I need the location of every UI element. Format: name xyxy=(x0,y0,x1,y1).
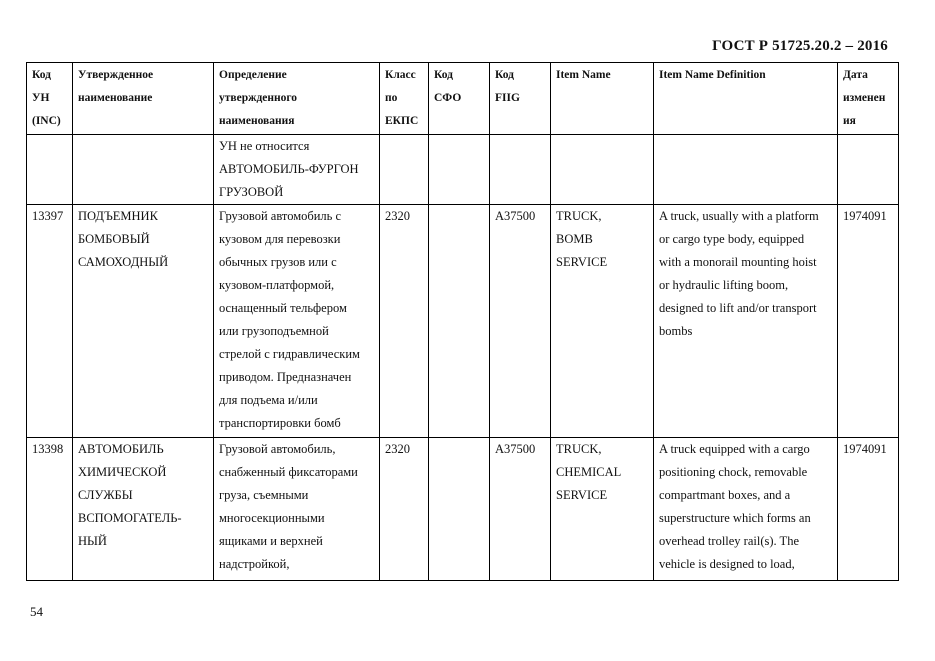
table-row xyxy=(27,135,899,205)
table-header-row xyxy=(27,63,899,135)
catalog-table xyxy=(26,62,899,581)
table-row xyxy=(27,205,899,438)
column-header-code: Код УН (INC) xyxy=(27,63,73,135)
column-header-item-name: Item Name xyxy=(551,63,654,135)
cell-date xyxy=(838,135,899,205)
cell-definition: Грузовой автомобиль с кузовом для перевозки обычных грузов или с кузовом-платформой, оснащенный тельфером или грузоподъемной стрелой с гидравлическим приводом. Предназначен для подъема и/или транспортировки бомб xyxy=(214,205,380,438)
cell-name: АВТОМОБИЛЬ ХИМИЧЕСКОЙ СЛУЖБЫ ВСПОМОГАТЕЛЬ- НЫЙ xyxy=(73,438,214,581)
cell-item-name: TRUCK, BOMB SERVICE xyxy=(551,205,654,438)
page-number: 54 xyxy=(30,604,43,619)
cell-item-definition: A truck, usually with a platform or cargo type body, equipped with a monorail mounting hoist or hydraulic lifting boom, designed to lift and/or transport bombs xyxy=(654,205,838,438)
cell-definition: УН не относится АВТОМОБИЛЬ-ФУРГОН ГРУЗОВОЙ xyxy=(214,135,380,205)
cell-sfo xyxy=(429,205,490,438)
cell-code: 13398 xyxy=(27,438,73,581)
column-header-approved-name: Утвержденное наименование xyxy=(73,63,214,135)
cell-item-name xyxy=(551,135,654,205)
cell-date: 1974091 xyxy=(838,205,899,438)
cell-sfo xyxy=(429,438,490,581)
cell-fiig xyxy=(490,135,551,205)
cell-definition: Грузовой автомобиль, снабженный фиксаторами груза, съемными многосекционными ящиками и верхней надстройкой, xyxy=(214,438,380,581)
cell-date: 1974091 xyxy=(838,438,899,581)
column-header-definition: Определение утвержденного наименования xyxy=(214,63,380,135)
table-row xyxy=(27,438,899,581)
cell-class xyxy=(380,135,429,205)
cell-item-name: TRUCK, CHEMICAL SERVICE xyxy=(551,438,654,581)
cell-name xyxy=(73,135,214,205)
column-header-class: Класс по ЕКПС xyxy=(380,63,429,135)
column-header-sfo: Код СФО xyxy=(429,63,490,135)
cell-class: 2320 xyxy=(380,205,429,438)
cell-code: 13397 xyxy=(27,205,73,438)
document-standard-header: ГОСТ Р 51725.20.2 – 2016 xyxy=(712,38,888,54)
column-header-fiig: Код FIIG xyxy=(490,63,551,135)
cell-name: ПОДЪЕМНИК БОМБОВЫЙ САМОХОДНЫЙ xyxy=(73,205,214,438)
cell-class: 2320 xyxy=(380,438,429,581)
cell-item-definition xyxy=(654,135,838,205)
cell-fiig: A37500 xyxy=(490,438,551,581)
cell-code xyxy=(27,135,73,205)
cell-item-definition: A truck equipped with a cargo positioning chock, removable compartmant boxes, and a superstructure which forms an overhead trolley rail(s). The vehicle is designed to load, xyxy=(654,438,838,581)
cell-fiig: A37500 xyxy=(490,205,551,438)
column-header-change-date: Дата изменен ия xyxy=(838,63,899,135)
cell-sfo xyxy=(429,135,490,205)
column-header-item-name-definition: Item Name Definition xyxy=(654,63,838,135)
